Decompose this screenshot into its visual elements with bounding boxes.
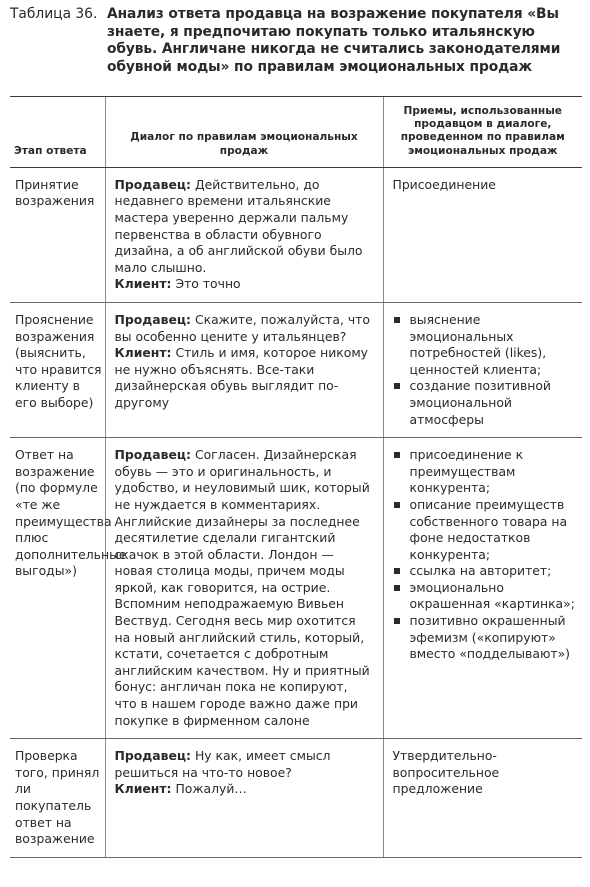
square-bullet-icon	[394, 317, 400, 323]
table-row	[10, 302, 582, 437]
dialog-line	[115, 447, 373, 729]
list-item	[393, 312, 577, 378]
speaker-label: Продавец:	[114, 311, 192, 327]
speaker-label: Продавец:	[114, 176, 192, 192]
dialog-line	[115, 177, 373, 277]
speech-text: Стиль и имя, которое никому не нужно объяснять. Все-таки дизайнерская обувь выглядит по-другому	[114, 345, 369, 410]
speech-text: Согласен. Дизайнерская обувь — это и оригинальность, и удобство, и неуловимый шик, который не нуждается в комментариях. Английские дизайнеры за последнее десятилетие сделали гигантский скачок в этой области. Лондон — новая столица моды, причем моды яркой, как говорится, на острие. Вспомним неподражаемую Вивьен Вествуд. Сегодня весь мир охотится на новый английский стиль, который, кстати, сочетается с добротным английским качеством. Ну и приятный бонус: англичан пока не копируют, что в нашем городе важно даже при покупке в фирменном салоне	[114, 447, 370, 728]
method-text: создание позитивной эмоциональной атмосферы	[409, 378, 551, 427]
list-item	[393, 613, 577, 663]
stage-cell: Прояснение возражения (выяснить, что нравится клиенту в его выборе)	[10, 302, 105, 437]
method-text: присоединение к преимуществам конкурента;	[409, 447, 524, 496]
method-text: эмоционально окрашенная «картинка»;	[409, 579, 575, 612]
speech-text: Пожалуй…	[171, 781, 247, 797]
table-body	[10, 167, 582, 857]
square-bullet-icon	[394, 618, 400, 624]
dialog-cell	[105, 438, 383, 739]
list-item	[393, 378, 577, 428]
method-text: позитивно окрашенный эфемизм («копируют» вместо «подделывают»)	[409, 613, 571, 662]
dialog-line	[115, 312, 373, 345]
header-methods: Приемы, использованные продавцом в диалоге, проведенном по правилам эмоциональных продаж	[383, 97, 582, 168]
dialog-line	[115, 748, 373, 781]
methods-cell	[383, 167, 582, 302]
square-bullet-icon	[394, 452, 400, 458]
speech-text: Это точно	[171, 276, 241, 292]
speech-text: Ну как, имеет смысл решиться на что-то новое?	[114, 748, 331, 780]
dialog-cell	[105, 167, 383, 302]
methods-cell	[383, 438, 582, 739]
square-bullet-icon	[394, 383, 400, 389]
dialog-line	[115, 345, 373, 411]
methods-cell	[383, 739, 582, 858]
table-header-row	[10, 97, 582, 168]
stage-cell: Ответ на возражение (по формуле «те же преимущества плюс дополнительные выгоды»)	[10, 438, 105, 739]
method-text: выяснение эмоциональных потребностей (likes), ценностей клиента;	[409, 311, 547, 377]
dialog-cell	[105, 302, 383, 437]
header-dialog: Диалог по правилам эмоциональных продаж	[105, 97, 383, 168]
table-title: Анализ ответа продавца на возражение покупателя «Вы знаете, я предпочитаю покупать только итальянскую обувь. Англичане никогда не считались законодателями обувной моды» по правилам эмоциональных продаж	[107, 6, 561, 75]
objection-analysis-table	[10, 96, 582, 858]
method-text: Утвердительно-вопросительное предложение	[392, 748, 500, 797]
list-item	[393, 497, 577, 563]
dialog-cell	[105, 739, 383, 858]
speaker-label: Клиент:	[114, 781, 172, 797]
methods-cell	[383, 302, 582, 437]
table-number: Таблица 36.	[10, 6, 98, 22]
dialog-line	[115, 276, 373, 293]
method-text: Присоединение	[392, 176, 496, 192]
method-text: ссылка на авторитет;	[409, 563, 552, 579]
methods-list	[393, 447, 577, 663]
speech-text: Действительно, до недавнего времени итальянские мастера уверенно держали пальму первенства в области обувного дизайна, а об английской обуви было мало слышно.	[114, 176, 363, 275]
stage-cell: Проверка того, принял ли покупатель ответ на возражение	[10, 739, 105, 858]
list-item	[393, 580, 577, 613]
speaker-label: Клиент:	[114, 345, 172, 361]
stage-cell: Принятие возражения	[10, 167, 105, 302]
speech-text: Скажите, пожалуйста, что вы особенно цените у итальянцев?	[114, 311, 370, 344]
dialog-line	[115, 781, 373, 798]
header-stage: Этап ответа	[10, 97, 105, 168]
list-item	[393, 447, 577, 497]
table-row	[10, 438, 582, 739]
square-bullet-icon	[394, 585, 400, 591]
table-row	[10, 739, 582, 858]
speaker-label: Продавец:	[114, 447, 192, 463]
table-row	[10, 167, 582, 302]
speaker-label: Клиент:	[114, 276, 172, 292]
square-bullet-icon	[394, 568, 400, 574]
list-item	[393, 563, 577, 580]
methods-list	[393, 312, 577, 428]
square-bullet-icon	[394, 502, 400, 508]
table-caption	[10, 6, 582, 76]
speaker-label: Продавец:	[114, 748, 192, 764]
method-text: описание преимуществ собственного товара на фоне недостатков конкурента;	[409, 496, 568, 562]
